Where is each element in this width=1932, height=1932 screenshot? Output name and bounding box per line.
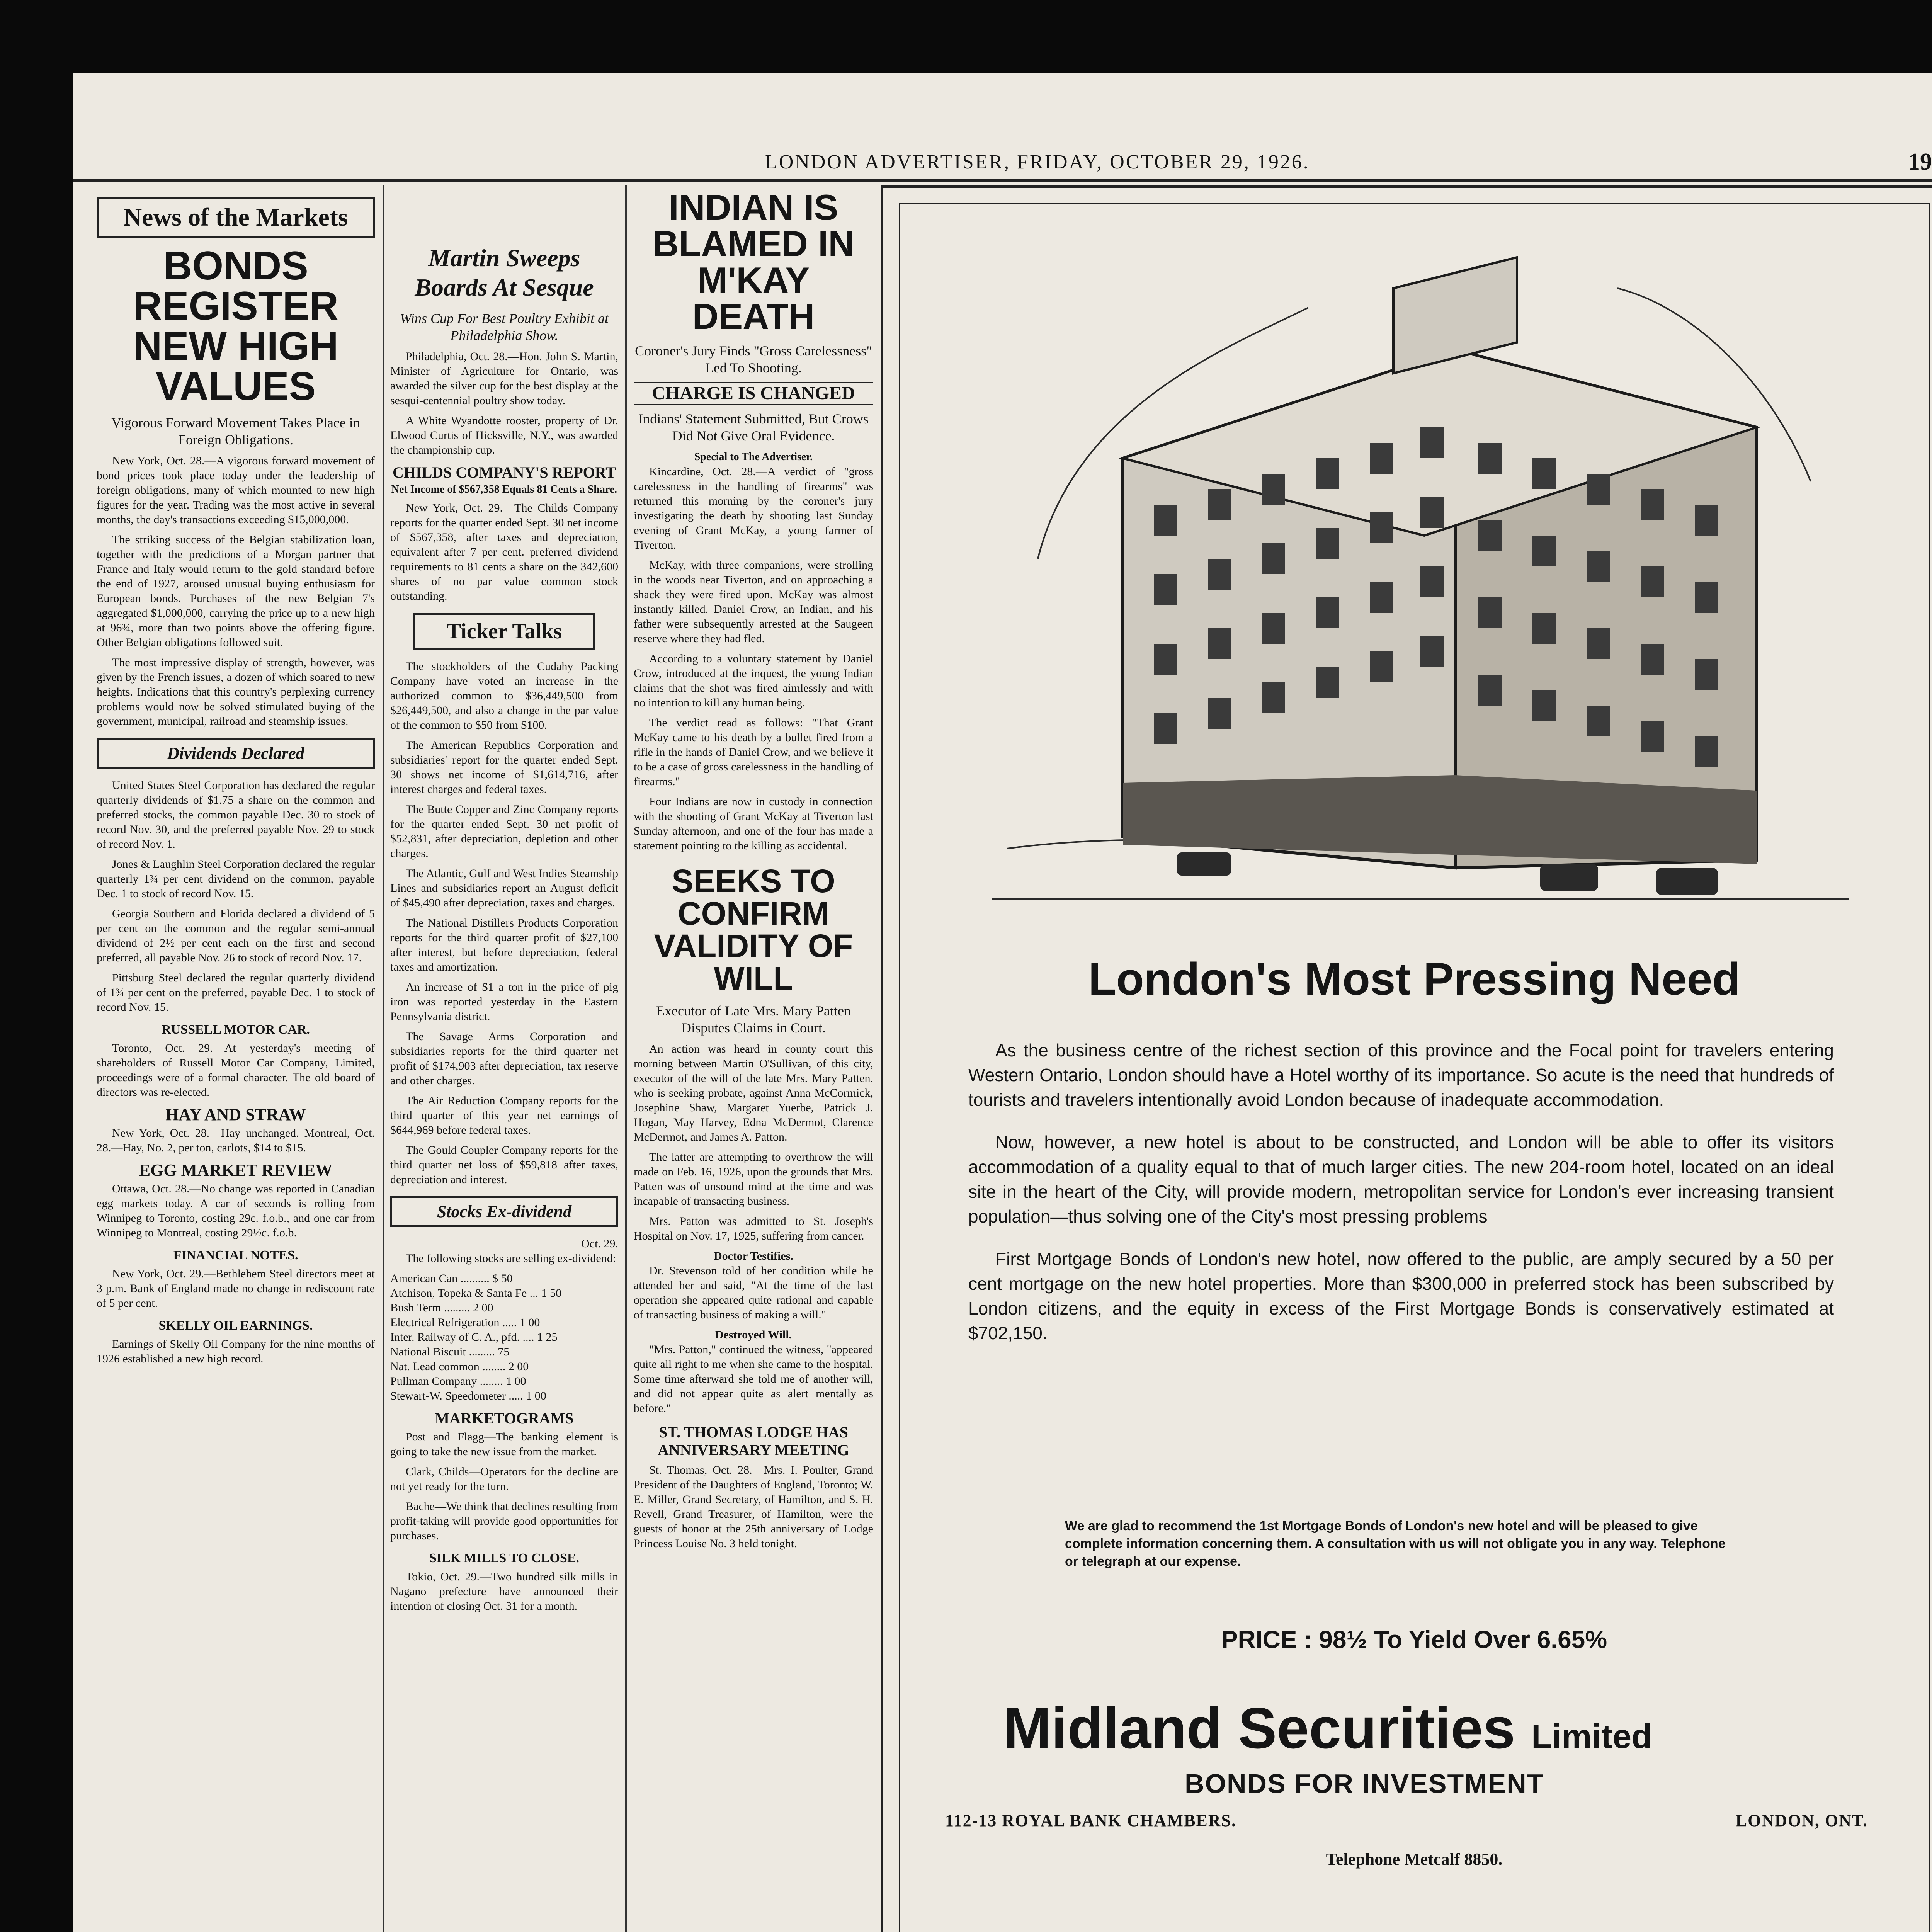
stock-list xyxy=(390,1271,618,1403)
indian-paragraph: McKay, with three companions, were strolling in the woods near Tiverton, and on approaching a shack they were fired upon. McKay was almost instantly killed. Daniel Crow, an Indian, and his father were subsequently arrested at the Saugeen reserve where they had fled. xyxy=(634,559,873,645)
bonds-paragraph: The striking success of the Belgian stabilization loan, together with the predictions of a Morgan partner that France and Italy would return to the gold standard before the end of 1927, aroused unusual buying enthusiasm for European bonds. Purchases of the new Belgian 7's aggregated $1,000,000, carrying the price up to a new high at 96¾, more than two points above the offering figure. Other Belgian obligations followed suit. xyxy=(97,533,375,649)
ticker-column xyxy=(390,185,618,1932)
silk-mills-title: SILK MILLS TO CLOSE. xyxy=(429,1551,579,1565)
stock-row: Nat. Lead common ........ 2 00 xyxy=(390,1360,529,1373)
stock-row: Pullman Company ........ 1 00 xyxy=(390,1375,526,1388)
firm-telephone: Telephone Metcalf 8850. xyxy=(1326,1850,1503,1869)
firm-city: LONDON, ONT. xyxy=(1735,1811,1868,1830)
financial-notes-title: FINANCIAL NOTES. xyxy=(173,1248,298,1262)
ticker-item: The National Distillers Products Corporation reports for the third quarter profit of $27,100 after interest, but before depreciation, federal taxes and amortization. xyxy=(390,917,618,973)
russell-title: RUSSELL MOTOR CAR. xyxy=(162,1022,310,1037)
markets-section-title: News of the Markets xyxy=(97,197,375,238)
hay-title: HAY AND STRAW xyxy=(165,1105,306,1124)
charge-changed-subhead: CHARGE IS CHANGED xyxy=(634,382,873,405)
market-news-column xyxy=(97,185,375,1932)
stocks-ex-dividend-title: Stocks Ex-dividend xyxy=(390,1196,618,1227)
lodge-paragraph: St. Thomas, Oct. 28.—Mrs. I. Poulter, Grand President of the Daughters of England, Toronto; W. E. Miller, Grand Secretary, of Hamilton, and S. H. Revell, Grand Treasurer, of Hamilton, were the guests of honor at the 25th anniversary of Lodge Princess Louise No. 3 held tonight. xyxy=(634,1464,873,1550)
firm-name xyxy=(1003,1695,1652,1762)
skelly-title: SKELLY OIL EARNINGS. xyxy=(158,1318,313,1333)
page-header xyxy=(73,151,1932,182)
newspaper-page xyxy=(73,73,1932,1932)
ticker-item: The Gould Coupler Company reports for the third quarter net loss of $59,818 after taxes, depreciation and interest. xyxy=(390,1144,618,1186)
childs-subtitle: Net Income of $567,358 Equals 81 Cents a Share. xyxy=(391,483,617,495)
indian-paragraph: Four Indians are now in custody in connection with the shooting of Grant McKay at Tiverton last Sunday afternoon, and one of the four has made a statement pointing to the killing as accidental. xyxy=(634,795,873,852)
dividend-item: Jones & Laughlin Steel Corporation declared the regular quarterly 1¾ per cent dividend on the common, payable Dec. 1 to stock of record Nov. 15. xyxy=(97,858,375,900)
ticker-item: The stockholders of the Cudahy Packing Company have voted an increase in the authorized common to $36,449,500 from $26,449,500, and also a change in the par value of the common to $50 from $100. xyxy=(390,660,618,731)
bonds-headline: BONDS REGISTER NEW HIGH VALUES xyxy=(133,243,338,409)
will-deck: Executor of Late Mrs. Mary Patten Disputes Claims in Court. xyxy=(656,1003,851,1036)
silk-mills-paragraph: Tokio, Oct. 29.—Two hundred silk mills in Nagano prefecture have announced their intention of closing Oct. 31 for a month. xyxy=(390,1570,618,1612)
bonds-paragraph: The most impressive display of strength, however, was given by the French issues, a dozen of which soared to new heights. Indications that this country's perplexing currency problems would now be solved stimulated buying of the government, municipal, railroad and steamship issues. xyxy=(97,656,375,728)
dividend-item: Georgia Southern and Florida declared a dividend of 5 per cent on the common and the regular semi-annual dividend of 2½ per cent each on the first and second preferred, all payable Nov. 26 to stock of record Nov. 17. xyxy=(97,907,375,964)
childs-title: CHILDS COMPANY'S REPORT xyxy=(393,464,616,481)
ticker-item: The American Republics Corporation and subsidiaries' report for the quarter ended Sept. 30 shows net income of $1,614,716, after interest charges and federal taxes. xyxy=(390,739,618,796)
will-paragraph: Dr. Stevenson told of her condition while he attended her and said, "At the time of the last operation she appeared quite rational and capable of transacting business of making a will." xyxy=(634,1264,873,1321)
lodge-headline: ST. THOMAS LODGE HAS ANNIVERSARY MEETING xyxy=(657,1423,850,1459)
indian-paragraph: Kincardine, Oct. 28.—A verdict of "gross carelessness in the handling of firearms" was returned this morning by the coroner's jury investigating the death by shooting last Sunday evening of Grant McKay, a young farmer of Tiverton. xyxy=(634,465,873,551)
will-paragraph: An action was heard in county court this morning between Martin O'Sullivan, of this city, executor of the will of the late Mrs. Mary Patten, who is seeking probate, against Anna McCormick, Josephine Shaw, Margaret Yuerbe, Patrick J. Hogan, May Harvey, Edna McDermot, Clarence McDermot, and James A. Patton. xyxy=(634,1043,873,1143)
dividend-item: United States Steel Corporation has declared the regular quarterly dividends of $1.75 a share on the common and preferred stocks, the common payable Dec. 30 to stock of record Nov. 30, and the preferred payable Nov. 29 to stock of record Nov. 1. xyxy=(97,779,375,850)
stock-row: American Can .......... $ 50 xyxy=(390,1272,513,1285)
russell-paragraph: Toronto, Oct. 29.—At yesterday's meeting of shareholders of Russell Motor Car Company, Limited, proceedings were of a formal character. The old board of directors was re-elected. xyxy=(97,1042,375,1099)
indian-blamed-headline: INDIAN IS BLAMED IN M'KAY DEATH xyxy=(652,187,855,337)
will-headline: SEEKS TO CONFIRM VALIDITY OF WILL xyxy=(654,863,853,997)
financial-notes-paragraph: New York, Oct. 29.—Bethlehem Steel directors meet at 3 p.m. Bank of England made no change in rediscount rate of 5 per cent. xyxy=(97,1267,375,1310)
ticker-item: The Air Reduction Company reports for the third quarter of this year net earnings of $644,969 before federal taxes. xyxy=(390,1094,618,1136)
folio-line: LONDON ADVERTISER, FRIDAY, OCTOBER 29, 1926. xyxy=(765,151,1310,173)
ad-recommendation-note: We are glad to recommend the 1st Mortgage Bonds of London's new hotel and will be pleased to give complete information concerning them. A consultation with us will not obligate you in any way. Telephone or telegraph at our expense. xyxy=(1065,1519,1726,1569)
ticker-talks-title: Ticker Talks xyxy=(413,613,595,650)
stock-row: National Biscuit ......... 75 xyxy=(390,1345,510,1358)
marketogram-item: Clark, Childs—Operators for the decline are not yet ready for the turn. xyxy=(390,1465,618,1493)
ad-paragraph: First Mortgage Bonds of London's new hotel, now offered to the public, are amply secured by a 50 per cent mortgage on the new hotel properties. More than $300,000 in preferred stock has been subscribed by London citizens, and the equity in excess of the First Mortgage Bonds is conservatively estimated at $702,150. xyxy=(968,1249,1834,1343)
stocks-intro: The following stocks are selling ex-dividend: xyxy=(406,1252,616,1265)
stock-row: Bush Term ......... 2 00 xyxy=(390,1301,493,1314)
page-number: 19 xyxy=(1908,149,1932,175)
will-paragraph: "Mrs. Patton," continued the witness, "appeared quite all right to me when she came to the hospital. Some time afterward she told me of another will, and did not appear quite as alert mentally as before." xyxy=(634,1343,873,1415)
hotel-bond-advertisement xyxy=(881,185,1932,1932)
stocks-date: Oct. 29. xyxy=(581,1237,618,1250)
column-rule xyxy=(625,185,627,1932)
stock-row: Electrical Refrigeration ..... 1 00 xyxy=(390,1316,540,1329)
special-credit: Special to The Advertiser. xyxy=(694,451,813,463)
martin-headline: Martin Sweeps Boards At Sesque xyxy=(415,244,594,301)
hay-paragraph: New York, Oct. 28.—Hay unchanged. Montreal, Oct. 28.—Hay, No. 2, per ton, carlots, $14 to $15. xyxy=(97,1127,375,1154)
martin-deck: Wins Cup For Best Poultry Exhibit at Philadelphia Show. xyxy=(400,311,609,343)
marketograms-title: MARKETOGRAMS xyxy=(435,1410,574,1427)
indian-deck-2: Indians' Statement Submitted, But Crows Did Not Give Oral Evidence. xyxy=(638,411,869,444)
childs-paragraph: New York, Oct. 29.—The Childs Company reports for the quarter ended Sept. 30 net income of $567,358, after taxes and depreciation, equivalent after 7 per cent. preferred dividend requirements to 81 cents a share on the 342,600 shares of no par value common stock outstanding. xyxy=(390,502,618,602)
martin-paragraph: A White Wyandotte rooster, property of Dr. Elwood Curtis of Hicksville, N.Y., was awarded the championship cup. xyxy=(390,414,618,456)
ticker-item: The Butte Copper and Zinc Company reports for the quarter ended Sept. 30 net profit of $52,831, after depreciation, depletion and other charges. xyxy=(390,803,618,860)
news-column xyxy=(634,185,873,1932)
martin-paragraph: Philadelphia, Oct. 28.—Hon. John S. Martin, Minister of Agriculture for Ontario, was awarded the silver cup for the best display at the sesqui-centennial poultry show today. xyxy=(390,350,618,407)
will-paragraph: The latter are attempting to overthrow the will made on Feb. 16, 1926, upon the grounds that Mrs. Patten was of unsound mind at the time and was incapable of transacting business. xyxy=(634,1151,873,1208)
dividends-title: Dividends Declared xyxy=(97,738,375,769)
ad-paragraph: Now, however, a new hotel is about to be constructed, and London will be able to offer its visitors accommodation of a quality equal to that of much larger cities. The new 204-room hotel, located on an ideal site in the heart of the City, will provide modern, metropolitan service for London's ever increasing transient population—thus solving one of the City's most pressing problems xyxy=(968,1132,1834,1226)
will-paragraph: Mrs. Patton was admitted to St. Joseph's Hospital on Nov. 17, 1925, suffering from cancer. xyxy=(634,1215,873,1242)
hotel-illustration xyxy=(961,211,1872,930)
skelly-paragraph: Earnings of Skelly Oil Company for the nine months of 1926 established a new high record. xyxy=(97,1338,375,1365)
ticker-item: The Savage Arms Corporation and subsidiaries reports for the third quarter net profit of $174,903 after depreciation, tax reserve and other charges. xyxy=(390,1030,618,1087)
firm-tagline: BONDS FOR INVESTMENT xyxy=(1185,1769,1544,1799)
firm-address: 112-13 ROYAL BANK CHAMBERS. xyxy=(945,1811,1237,1830)
dividend-item: Pittsburg Steel declared the regular quarterly dividend of 1¾ per cent on the preferred, payable Dec. 1 to stock of record Nov. 15. xyxy=(97,971,375,1014)
indian-deck: Coroner's Jury Finds "Gross Carelessness" Led To Shooting. xyxy=(635,343,872,376)
ad-body xyxy=(968,1038,1834,1363)
indian-paragraph: The verdict read as follows: "That Grant McKay came to his death by a bullet fired from a rifle in the hands of Daniel Crow, and we believe it to be a case of gross carelessness in the handling of firearms." xyxy=(634,716,873,788)
marketogram-item: Post and Flagg—The banking element is going to take the new issue from the market. xyxy=(390,1430,618,1458)
egg-paragraph: Ottawa, Oct. 28.—No change was reported in Canadian egg markets today. A car of seconds is rolling from Winnipeg to Toronto, costing 29c. f.o.b., and one car from Winnipeg to Montreal, costing 29½c. f.o.b. xyxy=(97,1182,375,1239)
marketogram-item: Bache—We think that declines resulting from profit-taking will provide good opportunities for purchases. xyxy=(390,1500,618,1542)
ad-paragraph: As the business centre of the richest section of this province and the Focal point for travelers entering Western Ontario, London should have a Hotel worthy of its importance. So acute is the need that hundreds of tourists and travelers intentionally avoid London because of inadequate accommodation. xyxy=(968,1040,1834,1110)
column-rule xyxy=(383,185,384,1932)
indian-paragraph: According to a voluntary statement by Daniel Crow, introduced at the inquest, the young Indian claims that the shot was fired aimlessly and with no intention to kill any human being. xyxy=(634,652,873,709)
ad-headline: London's Most Pressing Need xyxy=(1088,954,1740,1005)
bonds-deck: Vigorous Forward Movement Takes Place in Foreign Obligations. xyxy=(111,415,360,447)
ticker-item: An increase of $1 a ton in the price of pig iron was reported yesterday in the Eastern Pennsylvania district. xyxy=(390,981,618,1023)
firm-name-main: Midland Securities xyxy=(1003,1696,1515,1760)
bonds-paragraph: New York, Oct. 28.—A vigorous forward movement of bond prices took place today under the leadership of foreign obligations, many of which mounted to new high figures for the year. Trading was the most active in several months, the day's transactions exceeding $15,000,000. xyxy=(97,454,375,526)
stock-row: Stewart-W. Speedometer ..... 1 00 xyxy=(390,1389,546,1402)
egg-title: EGG MARKET REVIEW xyxy=(139,1161,333,1180)
will-subhead: Doctor Testifies. xyxy=(713,1250,794,1262)
firm-name-suffix: Limited xyxy=(1531,1717,1652,1755)
stock-row: Inter. Railway of C. A., pfd. .... 1 25 xyxy=(390,1331,558,1344)
ad-price: PRICE : 98½ To Yield Over 6.65% xyxy=(1221,1626,1607,1653)
ticker-item: The Atlantic, Gulf and West Indies Steamship Lines and subsidiaries report an August deficit of $45,490 after depreciation, taxes and charges. xyxy=(390,867,618,909)
stock-row: Atchison, Topeka & Santa Fe ... 1 50 xyxy=(390,1287,562,1299)
will-subhead: Destroyed Will. xyxy=(715,1328,792,1341)
